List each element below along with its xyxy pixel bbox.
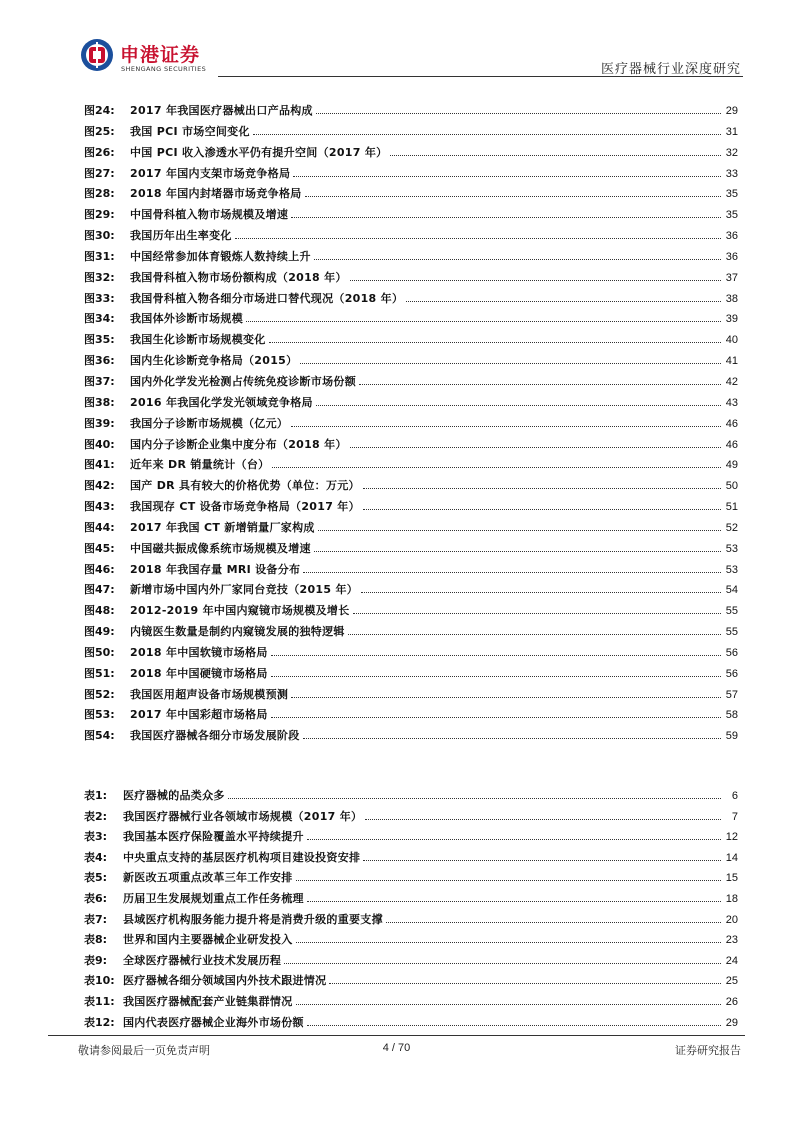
figure-entry[interactable] <box>84 601 738 622</box>
figure-entry-page: 51 <box>725 501 738 514</box>
figure-entry-leader-dots <box>246 321 721 322</box>
figure-entry-label: 图49: <box>84 625 115 639</box>
figure-entry-title: 我国生化诊断市场规模变化 <box>130 333 266 347</box>
table-entry-title: 历届卫生发展规划重点工作任务梳理 <box>123 891 304 905</box>
table-entry-title: 我国医疗器械行业各领域市场规模（2017 年） <box>123 809 363 823</box>
figure-entry-page: 54 <box>725 584 738 597</box>
figure-entry-title: 国产 DR 具有较大的价格优势（单位：万元） <box>130 479 360 493</box>
table-entry-label: 表9: <box>84 953 108 967</box>
figure-entry-page: 29 <box>725 105 738 117</box>
figure-entry-leader-dots <box>271 717 721 718</box>
figure-entry-page: 42 <box>725 375 738 388</box>
table-entry-page: 12 <box>725 831 738 844</box>
figure-entry[interactable] <box>84 726 738 747</box>
figure-entry-title: 内镜医生数量是制约内窥镜发展的独特逻辑 <box>130 625 345 639</box>
table-entry-title: 中央重点支持的基层医疗机构项目建设投资安排 <box>123 850 361 864</box>
figure-entry-page: 56 <box>725 667 738 680</box>
table-entry[interactable] <box>84 992 738 1013</box>
table-entry-label: 表12: <box>84 1015 115 1029</box>
figure-entry[interactable] <box>84 539 738 560</box>
figure-entry-leader-dots <box>314 259 721 260</box>
company-logo <box>80 38 230 74</box>
figure-entry-page: 33 <box>725 167 738 180</box>
table-entry[interactable] <box>84 971 738 992</box>
figure-entry-page: 41 <box>725 355 738 368</box>
figure-entry[interactable] <box>84 497 738 518</box>
figure-entry-page: 53 <box>725 563 738 576</box>
figure-entry-leader-dots <box>300 363 721 364</box>
figure-entry-label: 图48: <box>84 604 115 618</box>
logo-chinese-name: 申港证券 <box>120 44 201 66</box>
figure-entry-page: 53 <box>725 542 738 555</box>
table-entry-title: 世界和国内主要器械企业研发投入 <box>123 933 293 947</box>
figure-entry-leader-dots <box>291 697 721 698</box>
figure-entry[interactable] <box>84 518 738 539</box>
table-entry-label: 表2: <box>84 809 108 823</box>
page-footer <box>0 1030 793 1070</box>
figure-entry-label: 图51: <box>84 666 115 680</box>
figure-entry-title: 中国骨科植入物市场规模及增速 <box>130 208 289 222</box>
figure-entry-page: 58 <box>725 709 738 722</box>
figure-entry-page: 38 <box>725 292 738 305</box>
table-entry[interactable] <box>84 848 738 869</box>
page-number: 4 / 70 <box>382 1042 411 1054</box>
table-entry[interactable] <box>84 868 738 889</box>
table-entry-label: 表5: <box>84 871 108 885</box>
table-entry-title: 新医改五项重点改革三年工作安排 <box>123 871 293 885</box>
figure-entry-title: 中国 PCI 收入渗透水平仍有提升空间（2017 年） <box>130 145 388 159</box>
figure-entry[interactable] <box>84 435 738 456</box>
figure-entry-label: 图32: <box>84 270 115 284</box>
figure-entry-title: 我国历年出生率变化 <box>130 229 232 243</box>
footer-divider <box>48 1035 745 1036</box>
figure-entry-leader-dots <box>359 384 721 385</box>
figure-entry-page: 37 <box>725 271 738 284</box>
figure-entry-label: 图40: <box>84 437 115 451</box>
figure-entry-label: 图31: <box>84 249 115 263</box>
figure-entry-title: 2018 年我国存量 MRI 设备分布 <box>130 562 301 576</box>
header-divider <box>218 76 743 77</box>
table-entry-title: 全球医疗器械行业技术发展历程 <box>123 953 282 967</box>
table-entry[interactable] <box>84 889 738 910</box>
figure-entry[interactable] <box>84 476 738 497</box>
figure-entry-label: 图54: <box>84 729 115 743</box>
figure-entry-label: 图44: <box>84 520 115 534</box>
figure-entry-page: 46 <box>725 417 738 430</box>
figure-entry-title: 国内分子诊断企业集中度分布（2018 年） <box>130 437 347 451</box>
table-index-list <box>84 786 738 1033</box>
table-entry-label: 表7: <box>84 912 108 926</box>
figure-entry-title: 2017 年国内支架市场竞争格局 <box>130 166 291 180</box>
figure-entry[interactable] <box>84 122 738 143</box>
figure-entry-page: 35 <box>725 188 738 201</box>
table-entry-label: 表6: <box>84 891 108 905</box>
table-entry[interactable] <box>84 827 738 848</box>
table-entry-page: 24 <box>725 954 738 967</box>
figure-entry[interactable] <box>84 143 738 164</box>
figure-entry-title: 2018 年国内封堵器市场竞争格局 <box>130 187 302 201</box>
table-entry-title: 我国基本医疗保险覆盖水平持续提升 <box>123 830 304 844</box>
figure-entry-label: 图47: <box>84 583 115 597</box>
figure-entry-label: 图53: <box>84 708 115 722</box>
table-entry-label: 表10: <box>84 974 115 988</box>
figure-entry[interactable] <box>84 705 738 726</box>
figure-entry-leader-dots <box>305 196 721 197</box>
figure-entry-page: 50 <box>725 480 738 493</box>
figure-entry-label: 图43: <box>84 500 115 514</box>
figure-entry-leader-dots <box>406 301 721 302</box>
figure-entry-leader-dots <box>318 530 721 531</box>
figure-entry-label: 图45: <box>84 541 115 555</box>
figure-entry[interactable] <box>84 164 738 185</box>
figure-entry[interactable] <box>84 247 738 268</box>
table-entry-leader-dots <box>296 942 722 943</box>
figure-entry-page: 39 <box>725 313 738 326</box>
figure-entry-label: 图33: <box>84 291 115 305</box>
figure-entry-title: 国内外化学发光检测占传统免疫诊断市场份额 <box>130 374 356 388</box>
figure-entry-leader-dots <box>303 738 722 739</box>
table-entry-page: 26 <box>725 995 738 1008</box>
table-entry-leader-dots <box>307 1025 721 1026</box>
figure-entry[interactable] <box>84 226 738 247</box>
figure-entry-title: 2017 年我国医疗器械出口产品构成 <box>130 104 313 117</box>
figure-entry-title: 2012-2019 年中国内窥镜市场规模及增长 <box>130 604 350 618</box>
figure-entry-leader-dots <box>303 572 721 573</box>
figure-entry-page: 32 <box>725 146 738 159</box>
table-entry[interactable] <box>84 807 738 828</box>
report-category-title: 医疗器械行业深度研究 <box>600 62 741 77</box>
table-entry-leader-dots <box>284 963 721 964</box>
table-entry-label: 表11: <box>84 994 115 1008</box>
figure-entry[interactable] <box>84 289 738 310</box>
figure-entry-title: 我国医用超声设备市场规模预测 <box>130 687 289 701</box>
figure-entry-page: 46 <box>725 438 738 451</box>
figure-entry-page: 31 <box>725 125 738 138</box>
table-entry-page: 7 <box>731 810 738 823</box>
figure-entry-title: 我国现存 CT 设备市场竞争格局（2017 年） <box>130 500 360 514</box>
figure-entry-title: 我国分子诊断市场规模（亿元） <box>130 416 289 430</box>
figure-entry-title: 我国体外诊断市场规模 <box>130 312 243 326</box>
figure-entry-title: 我国 PCI 市场空间变化 <box>130 124 250 138</box>
figure-entry-title: 2018 年中国硬镜市场格局 <box>130 666 268 680</box>
table-entry-page: 23 <box>725 934 738 947</box>
figure-entry-leader-dots <box>353 613 721 614</box>
table-entry-leader-dots <box>228 798 721 799</box>
figure-entry-page: 55 <box>725 605 738 618</box>
figure-entry-label: 图39: <box>84 416 115 430</box>
figure-entry-page: 43 <box>725 396 738 409</box>
table-entry[interactable] <box>84 910 738 931</box>
figure-entry[interactable] <box>84 685 738 706</box>
figure-entry-title: 近年来 DR 销量统计（台） <box>130 458 270 472</box>
shengang-logo-icon <box>80 38 114 72</box>
table-entry-page: 29 <box>725 1016 738 1029</box>
table-entry-title: 我国医疗器械配套产业链集群情况 <box>123 994 293 1008</box>
table-entry-leader-dots <box>296 880 722 881</box>
figure-entry[interactable] <box>84 580 738 601</box>
figure-entry-page: 59 <box>725 730 738 743</box>
figure-entry[interactable] <box>84 414 738 435</box>
figure-entry-leader-dots <box>314 551 721 552</box>
table-entry-page: 15 <box>725 872 738 885</box>
table-entry-label: 表3: <box>84 830 108 844</box>
figure-entry[interactable] <box>84 184 738 205</box>
logo-english-name: SHENGANG SECURITIES <box>121 65 207 73</box>
figure-entry-leader-dots <box>350 280 721 281</box>
figure-entry-leader-dots <box>350 447 721 448</box>
figure-entry-title: 2018 年中国软镜市场格局 <box>130 645 268 659</box>
table-entry-page: 20 <box>725 913 738 926</box>
figure-entry-leader-dots <box>361 592 721 593</box>
table-entry-label: 表1: <box>84 789 108 802</box>
figure-entry-page: 36 <box>725 250 738 263</box>
table-entry-leader-dots <box>307 901 721 902</box>
figure-entry-leader-dots <box>235 238 721 239</box>
figure-entry-title: 2017 年我国 CT 新增销量厂家构成 <box>130 520 315 534</box>
figure-entry[interactable] <box>84 664 738 685</box>
figure-entry-page: 55 <box>725 626 738 639</box>
figure-entry-page: 57 <box>725 688 738 701</box>
table-entry-leader-dots <box>363 860 721 861</box>
figure-entry[interactable] <box>84 351 738 372</box>
table-entry-title: 医疗器械的品类众多 <box>123 789 225 802</box>
figure-entry-label: 图50: <box>84 645 115 659</box>
figure-entry-leader-dots <box>316 113 721 114</box>
figure-entry-title: 2017 年中国彩超市场格局 <box>130 708 268 722</box>
table-entry-title: 国内代表医疗器械企业海外市场份额 <box>123 1015 304 1029</box>
figure-entry-leader-dots <box>253 134 721 135</box>
figure-entry-label: 图24: <box>84 104 115 117</box>
figure-entry-leader-dots <box>363 509 721 510</box>
figure-entry[interactable] <box>84 560 738 581</box>
figure-entry-title: 国内生化诊断竞争格局（2015） <box>130 354 298 368</box>
figure-entry-leader-dots <box>271 655 721 656</box>
table-entry-leader-dots <box>386 922 721 923</box>
figure-entry[interactable] <box>84 372 738 393</box>
table-entry-page: 6 <box>731 790 738 802</box>
table-entry-label: 表8: <box>84 933 108 947</box>
figure-entry-leader-dots <box>293 176 721 177</box>
figure-entry-leader-dots <box>271 676 721 677</box>
figure-entry-page: 40 <box>725 334 738 347</box>
figure-entry-page: 56 <box>725 646 738 659</box>
page-header <box>0 0 793 80</box>
figure-entry-label: 图34: <box>84 312 115 326</box>
table-entry-title: 县域医疗机构服务能力提升将是消费升级的重要支撑 <box>123 912 383 926</box>
table-entry[interactable] <box>84 930 738 951</box>
figure-entry-title: 我国骨科植入物各细分市场进口替代现况（2018 年） <box>130 291 404 305</box>
table-entry-page: 25 <box>725 975 738 988</box>
figure-entry-leader-dots <box>348 634 721 635</box>
figure-entry-page: 35 <box>725 209 738 222</box>
table-entry[interactable] <box>84 786 738 807</box>
figure-entry-label: 图46: <box>84 562 115 576</box>
figure-entry-leader-dots <box>291 426 721 427</box>
figure-index-list <box>84 101 738 747</box>
table-entry-label: 表4: <box>84 850 108 864</box>
table-entry[interactable] <box>84 951 738 972</box>
figure-entry-label: 图26: <box>84 145 115 159</box>
figure-entry-label: 图25: <box>84 124 115 138</box>
figure-entry-label: 图38: <box>84 395 115 409</box>
figure-entry-title: 我国骨科植入物市场份额构成（2018 年） <box>130 270 347 284</box>
figure-entry-page: 36 <box>725 230 738 243</box>
figure-entry-label: 图28: <box>84 187 115 201</box>
figure-entry-title: 中国经常参加体育锻炼人数持续上升 <box>130 249 311 263</box>
figure-entry-label: 图52: <box>84 687 115 701</box>
table-entry-page: 14 <box>725 851 738 864</box>
figure-entry-leader-dots <box>363 488 721 489</box>
figure-entry-label: 图37: <box>84 374 115 388</box>
table-entry-title: 医疗器械各细分领域国内外技术跟进情况 <box>123 974 327 988</box>
figure-entry-label: 图36: <box>84 354 115 368</box>
table-entry-leader-dots <box>296 1004 722 1005</box>
disclaimer-note: 敬请参阅最后一页免责声明 <box>78 1044 210 1057</box>
table-entry-leader-dots <box>365 819 721 820</box>
figure-entry-page: 49 <box>725 459 738 472</box>
figure-entry[interactable] <box>84 643 738 664</box>
figure-entry-label: 图35: <box>84 333 115 347</box>
figure-entry-title: 我国医疗器械各细分市场发展阶段 <box>130 729 300 743</box>
figure-entry[interactable] <box>84 205 738 226</box>
figure-entry[interactable] <box>84 455 738 476</box>
figure-entry-label: 图41: <box>84 458 115 472</box>
figure-entry[interactable] <box>84 622 738 643</box>
figure-entry-title: 2016 年我国化学发光领域竞争格局 <box>130 395 313 409</box>
figure-entry-leader-dots <box>269 342 721 343</box>
figure-entry-label: 图42: <box>84 479 115 493</box>
figure-entry-leader-dots <box>390 155 721 156</box>
table-entry-page: 18 <box>725 892 738 905</box>
figure-entry[interactable] <box>84 101 738 122</box>
figure-entry-leader-dots <box>316 405 721 406</box>
figure-entry-label: 图30: <box>84 229 115 243</box>
table-entry-leader-dots <box>307 839 721 840</box>
figure-entry-page: 52 <box>725 521 738 534</box>
figure-entry[interactable] <box>84 393 738 414</box>
figure-entry[interactable] <box>84 309 738 330</box>
document-type: 证券研究报告 <box>675 1044 741 1057</box>
figure-entry-title: 中国磁共振成像系统市场规模及增速 <box>130 541 311 555</box>
figure-entry-leader-dots <box>272 467 721 468</box>
figure-entry-title: 新增市场中国内外厂家同台竞技（2015 年） <box>130 583 359 597</box>
figure-entry-label: 图29: <box>84 208 115 222</box>
table-entry-leader-dots <box>329 983 721 984</box>
figure-entry[interactable] <box>84 268 738 289</box>
figure-entry[interactable] <box>84 330 738 351</box>
figure-entry-leader-dots <box>291 217 721 218</box>
figure-entry-label: 图27: <box>84 166 115 180</box>
